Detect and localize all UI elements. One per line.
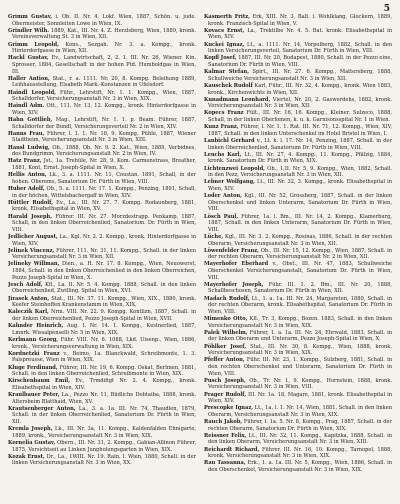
list-item (8, 76, 196, 89)
entry-text: III. Nr. 1a. 18, Magare, 1881, kronk. Elisabethspital in Wien, XIV. (208, 391, 392, 405)
list-item (8, 145, 196, 158)
entry-name: Kalmar Stefan, (204, 69, 249, 76)
entry-text: 1887, III. Nr. 20, Budapest, 1880, Schall. in der Pezzo eine, Sanatorium Dr. Fürth in Wien, VIII. (208, 55, 392, 68)
entry-text: Mag., Lehrstift, Nr. 1. 1. p. Beam. Führer, 1887, Schalldorfer der Bundl, Versicherungsverteil Nr. 2 in Wien, XIV. (12, 117, 196, 130)
entry-name: Kerlmann Georg, (8, 336, 59, 343)
entry-text: Führer, 111. Nr. 31, 11. Kompg., Schall. in der linken Versicherungsanstalt Nr. 3 in Wien, XII. (12, 247, 196, 261)
list-item (8, 248, 196, 261)
entry-text: Ob., 1888, Ob. Nr. 9. 2. Kat., Wien, 1889, Verbidnes, des Bundgrimm, Versicherungsanstalt Nr. 2 in Wien, IV. (12, 144, 196, 158)
page-number: 5 (383, 4, 390, 14)
entry-name: Hatz Franz, (8, 158, 42, 165)
list-item (8, 172, 196, 185)
list-item (8, 186, 196, 199)
list-item (8, 28, 196, 41)
entry-text: Führer, l. 1a. 5. Nr. 8, Kompg., Prag, 1887, Schall. in der rechten Oberarm, Sanatorium Dr. Fürth in Wien, XIX. (208, 419, 392, 432)
list-item (204, 166, 392, 179)
entry-text: Führer. III. Nr. 27. Morzdestrapp. Penkamp, 1887, Schall, in den linken Oberreichenlied, Sanatorium. Dr. Fürth in Wien, VIII. (12, 213, 196, 233)
entry-name: Kahnder Heinrich, (8, 323, 64, 330)
list-item (8, 378, 196, 391)
right-column (204, 14, 392, 502)
entry-text: Ob., Tr. Nr. 1, 9. Kompg., Hornstein, 1888, kronk. Versicherungsanstalt Nr. 3 in Wien, VIII. (208, 377, 392, 391)
list-item (204, 55, 392, 68)
entry-text: v., Obst., III. Nr. 47, 1883, Schullweiche Oberschenkel Versicherungsanstalt, Sanatorium Dr. Fürth in Wien, VIII. (208, 261, 392, 281)
entry-text: Erk., 1. a. 1a. III. Nr. 5, Kompg., Wien, 1886, Schall. in den Oberschenkel, Versicherungsanstalt Nr. 3 in Wien, XIX. (208, 460, 392, 473)
list-item (204, 344, 392, 357)
entry-text: Lt., III. Nr. 27, 4. Kompg., 11. Kompg., Pfälzig, 1884, kronk. Sanatorium Dr. Fürth in Wien, XIX. (208, 151, 392, 165)
list-item (204, 296, 392, 316)
entry-text: Dr., La., 1WIII. Nr. 19. Rain. I. Wien, 1880, Schall. in der linken Versicherungsanstalt Nr. 3 in Wien, XX. (12, 453, 196, 467)
entry-text: Ob., 1,II. Nr. 5, 9. Kompg., Wien, 1882, Schall. in den Pezz, Versicherungsanstalt Nr. 3 in Wien, XII. (208, 165, 392, 179)
entry-text: Erk, XIII. Nr. 3, Balt. i. Wohlklang, Glockern, 1889, kronk. Franzisch-Spital in Wien, V. (208, 14, 392, 27)
list-item (204, 110, 392, 123)
entry-name: Rau Tassanna, (204, 460, 246, 467)
list-item (204, 97, 392, 110)
list-item (204, 248, 392, 261)
entry-text: 1889, Kat., III. Nr. 4. Z. Herzlsberg, Wien, 1889, kronk. Vereinsverwaltung St. 3 in Wien, XII. (12, 27, 196, 41)
entry-text: v., Lt. k. l. 17. Nr. 14, Penzing, 1887, Schall. in der linken Oberreichenlied, Sanatorium Dr. Fürth in Wien, VIII. (208, 138, 392, 151)
entry-name: Hüttler Rudolf, (8, 199, 54, 206)
entry-name: Lanbichl Gerhard (204, 138, 255, 145)
entry-name: Hanns Frau, (8, 130, 45, 137)
entry-name: Kopecs Franz (204, 110, 244, 117)
entry-text: Ob., 5. a. 1111. Nr. 17. 1. Kompg., Penzing, 1891, Schall, in der höchen, Wittelsbachergaff in Wien, XIV. (12, 185, 196, 199)
entry-name: Lüche, (204, 233, 224, 240)
entry-name: Hausl Ludwig, (8, 144, 50, 151)
entry-text: Dien., a. H. Nr. 17. 8. Kompg., Wien, Neuowerst, 1884, Schall. in den linken Oberreichenlied in den linken Oberreichen, Pezzo Joseph-Spital in Wien, X. (12, 261, 196, 281)
entry-text: Führer, III. Nr. 19, 6. Kompg. Oskat, Berlmen, 1881, Schall. in den linken Oberreichenlied, Schreibmonte in Wien, XIX. (12, 364, 196, 378)
entry-name: Kaleczik Karl, (8, 309, 49, 316)
entry-text: Kfl., La. II. Nr. 5. 4. Kompg. 1888, Schall. in den linken Oberreichenlied, Zwilling. Spital in Wien, XVI. (12, 281, 196, 295)
entry-text: Lk., III. Nr. 3a, 11. Kompg., Kaldenfalden Ehnigarte, 1889, kronk., Versicherungsanstalt Nr. 3 in Wien, XIX. (12, 426, 196, 439)
entry-name: Jirasek Anton, (8, 295, 50, 302)
entry-text: Aug. I. Nr. 14. 1. Kompg., Kestnerlied, 1887, Lmnrk. Wissalpenselli Nr. 5 in Wien, XIX. (12, 323, 196, 336)
entry-text: Spirt., III. Nr. 27. 6. Kompg., Mattersberg, 1888, Schullweiche Versicherungsanstalt Nr. 3 in Wien, XII. (208, 69, 392, 82)
entry-name: Haindl Leopold, (8, 89, 56, 96)
list-item (8, 158, 196, 171)
entry-name: Hahn Gottlieb, (8, 117, 53, 124)
list-item (8, 103, 196, 116)
entry-text: Kons., Sezgah. Nr. 3. a. Kompg., kronk. Hinterdorfgasse in Wien, XII. (12, 41, 196, 55)
entry-name: Reichardt Richard, (204, 446, 260, 453)
entry-name: Kuckei Ignaz, (204, 41, 245, 48)
entry-text: Führ. III. Nr. 23, 1. Kompg., Sulzberg, 1881, Schall. in den rechten Oberschenkel und Unterarm, Sanatorium Dr. Fürth in Wien, VIII. (208, 357, 392, 377)
list-item (8, 200, 196, 213)
list-item (204, 138, 392, 151)
left-column (8, 14, 196, 502)
list-item (204, 193, 392, 213)
entry-name: Kremla Joseph, (8, 426, 53, 433)
entry-name: Prescopke Ignaz, (204, 405, 253, 412)
entry-name: Krautsenberger Anton, (8, 405, 76, 412)
entry-text: Führ. VIII. Nr. 6. 1088, Lkd. Uisenp., Wien, 1886, kronk., Versicherungsverwaltung in Wien, XIX. (12, 336, 196, 350)
list-item (204, 419, 392, 432)
entry-text: Kgl., III. Nr. 52, Grossberg, 1887, Schall. in der linken Oberschenkel und linken Unterarm, Sanatorium Dr. Fürth in Wien, VIII. (208, 193, 392, 213)
list-item (8, 42, 196, 55)
entry-name: Lebner Wolfgang, (204, 179, 255, 186)
entry-name: Grimm Leopold, (8, 41, 59, 48)
list-item (8, 214, 196, 234)
list-item (8, 337, 196, 350)
entry-text: Ev., Landwirtschaft, 2, 2. 1. III. Nr. 26, Wiener. Kin. Sprosser, 1884, Gesellschaft in der hohen Ptd. Humboldgas in Wien, III. (12, 55, 196, 75)
list-item (204, 83, 392, 96)
entry-name: Kunadmann Leonhard, (204, 96, 271, 103)
entry-text: Kfl., Tr. 3, Kompg., Bozen. 1883, Schall. in den linken Versicherungsanstalt Nr. 3 in Wien, XIX. (208, 316, 392, 329)
entry-text: Lt., 1. a. 1a. III. Nr. 24, Margareten, 1880, Schall. in der rechten Oberarm, kronk. Elisabethspital, Sanatorium Dr. Fürth in Wien, VIII. (208, 295, 392, 315)
entry-name: Grindler Wilh. (8, 27, 50, 34)
list-item (8, 426, 196, 439)
entry-text: Führer, l. Nr. 1. 1. Rat. III. Nr. 71, 12. Kompg., Wien, XIV, 1887, Schall. in den linken Unterschenkel im Hotel Bristol in Wien, I. (208, 124, 392, 137)
entry-name: Lichtenzwei Leopold, (204, 165, 265, 172)
entry-name: Kovacs Ernst, (204, 27, 245, 34)
list-item (8, 454, 196, 467)
list-item (204, 405, 392, 418)
entry-name: Haindl Adm. (8, 103, 45, 110)
list-item (204, 234, 392, 247)
entry-name: Harald Joseph, (8, 213, 53, 220)
entry-name: Mimenko Otto, (204, 316, 248, 322)
entry-text: Stat., r. a. 1111. Nr. 20, 8. Kompg. Beleihung 1889, Leihhausstellung, Elsabeth Mark.-Konstanzen in Ufelsdorf. (12, 75, 196, 89)
entry-name: Hackl Gustav, (8, 55, 49, 62)
list-item (8, 117, 196, 130)
entry-text: La., 3. a. 1a. III. Nr. 74, Thaudlen, 1879, Schall. in der linken Oberreichenlied, Sanatorium Dr. Fürth in Wien, XII. (12, 405, 196, 426)
list-item (204, 42, 392, 55)
entry-text: Führer, 1a. l. Bm., III. Nr. 14, 2. Kompg., Klamerburg, 1887, Schall. in den linken Unterarm, Sanatorium Dr. Fürth in Wien, VIII. (208, 213, 392, 233)
entry-text: Kgl., III. Nr. 3. 2. Kompg., Rosinas, 1886, Schall. in der rechten Oberarm, Versicherungsanstalt Nr. 3 in Wien, XII. (208, 233, 392, 247)
entry-name: Jelineky Willman, (8, 261, 60, 268)
entry-text: v., Beimo, 1a. Blanckwald, Schreibmonte, 1. 3. Palspreusse, Wien in Wien, XIX. (12, 350, 196, 364)
list-item (204, 447, 392, 460)
entry-name: Jesch Adolf, (8, 281, 43, 288)
entry-name: Rauch Jakob, (204, 419, 243, 426)
list-item (8, 14, 196, 27)
entry-name: Kasmerth Fritz, (204, 14, 250, 20)
entry-text: Nrm. VIII. Nr. 22. 9. Kompg. Kontlizn, 1887, Schall. in der linken Oberreichenlied, Pezzo Joseph-Spital in Wien, XVII. (12, 309, 196, 322)
entry-name: Huber Adolf, (8, 185, 45, 192)
list-item (8, 234, 196, 247)
list-item (204, 330, 392, 343)
entry-name: Kozak Ernst, (8, 453, 45, 460)
entry-name: Prager Rudolf, (204, 391, 247, 398)
list-item (8, 131, 196, 144)
entry-name: Madach Rudolf, (204, 295, 250, 302)
text-columns (8, 14, 392, 502)
entry-name: Jedlicher August, (8, 233, 58, 240)
entry-name: Kornelia Gustav, (8, 440, 56, 447)
entry-name: Reissner Felix, (204, 432, 247, 439)
list-item (204, 14, 392, 27)
entry-name: Grimm Gustav, (8, 14, 53, 20)
entry-name: Kluge Ferdinand, (8, 364, 58, 371)
entry-text: Stat., III. Nr. 30, 8. Kompg., Wien, 1888, kronk. Versicherungsanstalt Nr. 3 in Wien, XIX. (208, 343, 392, 357)
entry-text: Lt., III. Nr. 32, 3. Kompg., kronk. Elisabethspital in Wien, XIV. (208, 179, 392, 192)
list-item (8, 296, 196, 309)
entry-text: Führer, III. Nr. 16, 10. Kompg., Tarnopol, 1888, kronk. Versicherungsanstalt Nr. 3 in Wien, XIX. (208, 446, 392, 460)
entry-name: Pusch Joseph, (204, 377, 246, 384)
list-item (8, 261, 196, 281)
entry-name: Jelinek Vincenz, (8, 247, 55, 254)
list-item (8, 392, 196, 405)
list-item (8, 323, 196, 336)
list-item (8, 309, 196, 322)
entry-text: La., Pezzo Nr. 11, Büdliche Dobtaiba, 1888, kronk. Altersbeim Blatthaid, Wien, XV. (12, 392, 196, 405)
list-item (204, 392, 392, 405)
entry-text: Führ., Lehrstift, Nr. 1. 1. Kompg., Wien, 1887, Schalldorfer, Versicherungsanstalt Nr. 3 in Wien, XIX. (12, 89, 196, 103)
list-item (204, 124, 392, 137)
entry-name: Leuchs Karl, (204, 151, 242, 158)
entry-text: i. Ob. II. Nr. 4. Lokf. Wien, 1887, Schön. u. jude. Obermeister, Sonnleiten Lowe in Wien, IX. (12, 14, 196, 27)
entry-name: Kunz Franz, (204, 124, 239, 131)
list-item (204, 214, 392, 234)
entry-name: Kirschenbaum Emil, (8, 378, 70, 385)
entry-text: Stat., III. Nr. 37. 11. Kompg., Wien, XIX., 1880, kronk. Keefer Steinhoffen Krankenstamm in Wien, XIX. (12, 295, 196, 309)
entry-text: Fült., III. Nr. 16, 16. Kompg., Kleiner. Sulzeco, 1888, Schall, in der linken Oberlomen, k. u. k. Garnisonsspital Nr. 1 in Wien. (208, 110, 392, 124)
list-item (8, 90, 196, 103)
entry-text: Ev., Trmdifigt Nr. 2. 4. Kompg., kronk. Elisabethspital in Wien, XIV. (12, 378, 196, 391)
entry-name: Kopfl Josef, (204, 55, 237, 62)
entry-name: Hellis Anton, (8, 172, 47, 179)
entry-name: Loder Anton, (204, 193, 242, 200)
list-item (8, 282, 196, 295)
entry-text: Führer, 1. a. 1a. III. Nr. 24, Ehrwald, 1883, Schall. in der linken Oberarm und Unterarm, Pezzo Joseph-Spital in Wien, X. (208, 329, 392, 343)
entry-text: Jst., 1a. Trehüle, Nr. 28, 9. Kom. Carmenstrass, Breather, 1881, Kont, Ernst. Joseph-Spital in Wien, X. (12, 158, 196, 171)
list-item (204, 357, 392, 377)
list-item (204, 179, 392, 192)
list-item (204, 282, 392, 295)
entry-name: Lösch Paul, (204, 213, 239, 220)
entry-name: Kauschek Rudolf (204, 82, 253, 89)
entry-text: Lt., III. Nr. 32, 11. Kompg., Kapitzka, 1888, Schall. in den linken Oberarm, Versicherungsanstalt Nr. 3 in Wien, XIII. (208, 432, 392, 446)
entry-name: Pöhlker Josef, (204, 343, 247, 350)
entry-name: Kraulbauer Peter, (8, 392, 60, 399)
entry-name: Palek Wilhelm, (204, 329, 248, 336)
entry-text: Ott., 111. Nr. 13, 12. Kompg., kronk. Hinterdorfgasse in Wien, XIV. (12, 103, 196, 116)
entry-name: Löwenfelder Franz, (204, 247, 259, 254)
entry-text: Führer, l. 1. 1. Nr. 18, 9. Kompg. Pühle, 1887, Wiener Stadtheim, Versicherungsanstalt Nr. 3 in Wien, XIII. (12, 130, 196, 144)
entry-text: Lt., 1a. l. 1. Nr. 14, Wien, 1881, Schall. in den linken Oberarm, Versicherungsanstalt Nr. 3 in Wien, XIX. (208, 405, 392, 418)
entry-name: Pfeffer Anton, (204, 357, 245, 364)
entry-text: Obern., III. Nr. 31, 2. Kompg., Gabian-Allinon Führer, 1875, Versichtseit au Linken Jungholungsgarten in Wien, XIX. (12, 440, 196, 453)
entry-text: La., Trektilbe Nr. 4. 5. Bat. kronk. Elisabethspital in Wien, XIV. (208, 27, 392, 41)
list-item (8, 440, 196, 453)
entry-text: Ev., La., III. Nr. 27. 7. Kompg. Rodaunberg, 1881, kronk, Elisabethspital in Wien, XV. (12, 199, 196, 213)
entry-text: Lk., 3. a. 1111. Nr. 11, Coustan. 1891, Schall, in der hohen. Oberems, Sanatorium Dr. Fürth in Wien, VIII. (12, 172, 196, 185)
entry-name: Haller Antion, (8, 75, 50, 82)
list-item (204, 69, 392, 82)
entry-name: Kordnetzki Franz (8, 350, 60, 357)
entry-text: Karl, Führ., III. Nr. 32, 4. Kompg., kronk. Wien 1883, kronk., Kirchenwichts in Wien, XII. (208, 82, 392, 96)
list-item (204, 433, 392, 446)
list-item (204, 152, 392, 165)
entry-name: Mayerhofer Joseph, (204, 281, 264, 288)
list-item (8, 365, 196, 378)
entry-text: Viertel, Nr. 20, 2. Gaswerdehs, 1882, kronk. Versicherungsanstalt Nr. 3 in Wien, XII. (208, 96, 392, 110)
entry-text: Lt., a. 1111. Nr. 14, Vorpolberg, 1882, Schall. in den linken Versicherungsverteil, Sanatorium Dr. Fürth in Wien, VIII. (208, 41, 392, 55)
list-item (204, 28, 392, 41)
list-item (8, 351, 196, 364)
list-item (204, 261, 392, 281)
list-item (8, 55, 196, 75)
entry-text: La., Kgl. Nr. 2. 2. Kompg., kronk. Hinterdorfgasse in Wien, XIV. (12, 233, 196, 247)
entry-text: Ob., III. Nr. 15, 12. Kompg., Wien, 1887, Schall. in der rechten Oberarm, Versicherungsanstalt Nr. 2 in Wien, XII. (208, 247, 392, 261)
entry-name: Mayerhofer Eberhard (204, 261, 269, 268)
entry-text: Führ. III. 1. 2. Bm., III. Nr. 20, 1888, Schallbeschosen, Sanatorium Dr. Fürth in Wien, XII. (208, 281, 392, 295)
list-item (8, 406, 196, 426)
list-item (204, 316, 392, 329)
list-item (204, 378, 392, 391)
list-item (204, 460, 392, 473)
